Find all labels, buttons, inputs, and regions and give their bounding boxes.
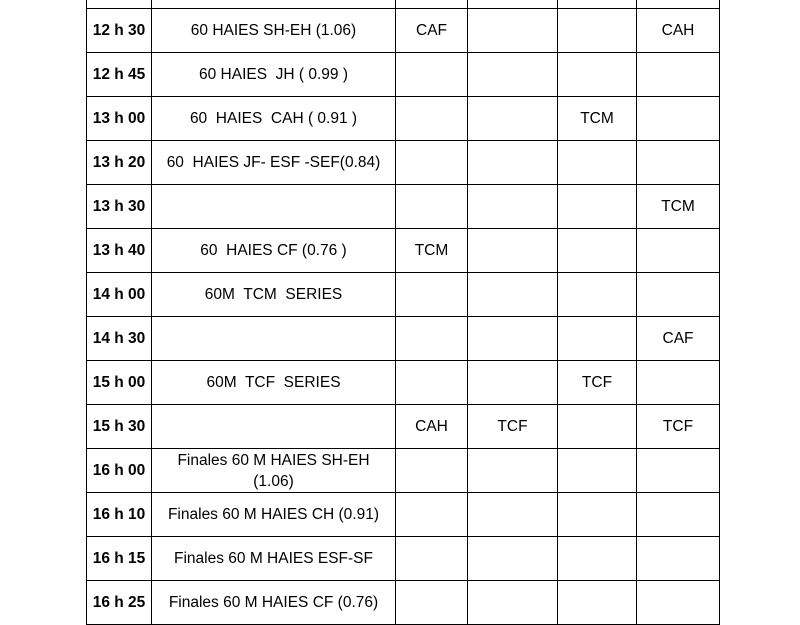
slot-cell <box>558 273 637 317</box>
event-cell <box>152 317 396 361</box>
time-cell: 15 h 00 <box>87 361 152 405</box>
table-row <box>87 405 720 449</box>
table-row <box>87 0 720 9</box>
event-cell <box>152 185 396 229</box>
slot-cell <box>396 273 468 317</box>
event-cell: Finales 60 M HAIES ESF-SF <box>152 537 396 581</box>
slot-cell <box>396 493 468 537</box>
slot-cell <box>558 449 637 493</box>
slot-cell <box>558 405 637 449</box>
slot-cell <box>468 229 558 273</box>
slot-cell <box>558 537 637 581</box>
table-row <box>87 449 720 493</box>
time-cell: 13 h 30 <box>87 185 152 229</box>
table-row <box>87 9 720 53</box>
time-cell: 16 h 15 <box>87 537 152 581</box>
slot-cell <box>396 537 468 581</box>
slot-cell: TCM <box>637 185 720 229</box>
slot-cell <box>637 53 720 97</box>
slot-cell <box>558 141 637 185</box>
table-row <box>87 493 720 537</box>
time-cell: 12 h 30 <box>87 9 152 53</box>
slot-cell <box>558 229 637 273</box>
table-row <box>87 141 720 185</box>
time-cell: 14 h 00 <box>87 273 152 317</box>
slot-cell <box>468 449 558 493</box>
slot-cell <box>558 581 637 625</box>
time-cell: 15 h 30 <box>87 405 152 449</box>
table-row <box>87 273 720 317</box>
slot-cell <box>637 273 720 317</box>
table-row <box>87 361 720 405</box>
table-row <box>87 229 720 273</box>
slot-cell: CAH <box>396 405 468 449</box>
slot-cell <box>468 317 558 361</box>
slot-cell <box>558 185 637 229</box>
slot-cell <box>637 361 720 405</box>
slot-cell <box>396 185 468 229</box>
event-cell: Finales 60 M HAIES CF (0.76) <box>152 581 396 625</box>
slot-cell <box>558 0 637 9</box>
slot-cell <box>468 361 558 405</box>
slot-cell <box>396 449 468 493</box>
slot-cell: CAF <box>637 317 720 361</box>
event-cell: 60 HAIES JF- ESF -SEF(0.84) <box>152 141 396 185</box>
time-cell: 16 h 00 <box>87 449 152 493</box>
slot-cell <box>637 141 720 185</box>
slot-cell <box>396 581 468 625</box>
slot-cell: TCM <box>558 97 637 141</box>
event-cell <box>152 405 396 449</box>
slot-cell: TCF <box>558 361 637 405</box>
slot-cell <box>558 493 637 537</box>
slot-cell <box>468 141 558 185</box>
event-cell: Finales 60 M HAIES SH-EH (1.06) <box>152 449 396 493</box>
slot-cell <box>468 581 558 625</box>
slot-cell <box>396 97 468 141</box>
schedule-body <box>87 0 720 625</box>
slot-cell <box>468 53 558 97</box>
time-cell: 13 h 00 <box>87 97 152 141</box>
slot-cell <box>637 229 720 273</box>
time-cell: 16 h 10 <box>87 493 152 537</box>
event-cell <box>152 0 396 9</box>
event-cell: Finales 60 M HAIES CH (0.91) <box>152 493 396 537</box>
slot-cell <box>468 0 558 9</box>
event-cell: 60 HAIES CF (0.76 ) <box>152 229 396 273</box>
slot-cell: CAH <box>637 9 720 53</box>
event-cell: 60M TCF SERIES <box>152 361 396 405</box>
slot-cell: TCM <box>396 229 468 273</box>
slot-cell <box>468 493 558 537</box>
time-cell: 13 h 20 <box>87 141 152 185</box>
slot-cell <box>468 97 558 141</box>
table-row <box>87 97 720 141</box>
table-row <box>87 185 720 229</box>
slot-cell <box>558 9 637 53</box>
table-row <box>87 581 720 625</box>
time-cell: 16 h 25 <box>87 581 152 625</box>
slot-cell <box>396 141 468 185</box>
slot-cell <box>637 581 720 625</box>
event-cell: 60 HAIES JH ( 0.99 ) <box>152 53 396 97</box>
slot-cell <box>637 537 720 581</box>
slot-cell: TCF <box>637 405 720 449</box>
table-row <box>87 53 720 97</box>
slot-cell <box>396 0 468 9</box>
table-row <box>87 537 720 581</box>
slot-cell <box>558 53 637 97</box>
slot-cell <box>637 449 720 493</box>
slot-cell <box>558 317 637 361</box>
slot-cell <box>468 9 558 53</box>
event-cell: 60M TCM SERIES <box>152 273 396 317</box>
time-cell: 14 h 30 <box>87 317 152 361</box>
time-cell <box>87 0 152 9</box>
schedule-table <box>86 0 720 625</box>
slot-cell: CAF <box>396 9 468 53</box>
slot-cell <box>396 361 468 405</box>
slot-cell <box>396 317 468 361</box>
time-cell: 12 h 45 <box>87 53 152 97</box>
slot-cell <box>468 537 558 581</box>
slot-cell: TCF <box>468 405 558 449</box>
slot-cell <box>468 273 558 317</box>
slot-cell <box>637 97 720 141</box>
slot-cell <box>468 185 558 229</box>
slot-cell <box>637 493 720 537</box>
slot-cell <box>396 53 468 97</box>
slot-cell <box>637 0 720 9</box>
event-cell: 60 HAIES SH-EH (1.06) <box>152 9 396 53</box>
event-cell: 60 HAIES CAH ( 0.91 ) <box>152 97 396 141</box>
table-row <box>87 317 720 361</box>
time-cell: 13 h 40 <box>87 229 152 273</box>
